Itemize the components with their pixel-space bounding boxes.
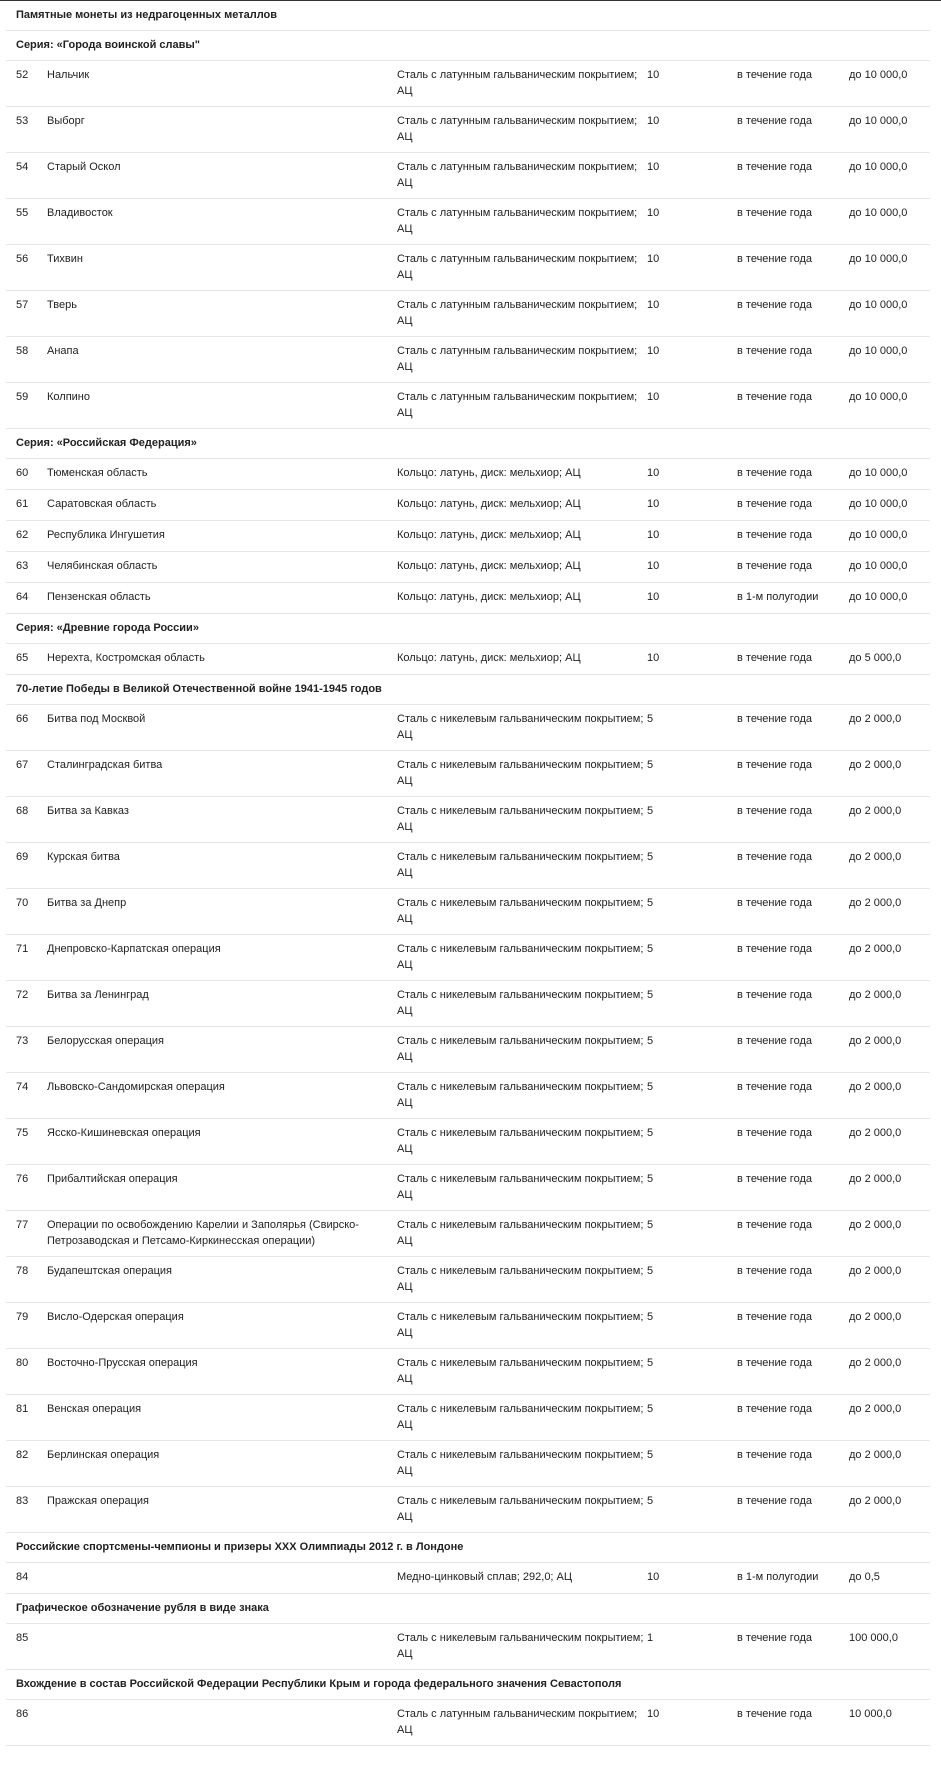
coin-number: 76 [6, 1165, 47, 1211]
coin-material: Сталь с никелевым гальваническим покрытием; АЦ [397, 1119, 647, 1165]
coin-name: Республика Ингушетия [47, 521, 397, 552]
coin-name: Анапа [47, 337, 397, 383]
coin-material: Сталь с никелевым гальваническим покрытием; АЦ [397, 843, 647, 889]
coin-number: 72 [6, 981, 47, 1027]
coin-row [6, 490, 930, 521]
coin-row [6, 521, 930, 552]
coin-mintage: до 10 000,0 [849, 552, 930, 583]
coin-mintage: до 10 000,0 [849, 490, 930, 521]
coin-mintage: до 2 000,0 [849, 1119, 930, 1165]
coin-material: Кольцо: латунь, диск: мельхиор; АЦ [397, 644, 647, 675]
coin-period: в течение года [737, 245, 849, 291]
coin-name: Белорусская операция [47, 1027, 397, 1073]
section-header-row [6, 1, 930, 31]
coin-denomination: 5 [647, 797, 737, 843]
coin-name: Сталинградская битва [47, 751, 397, 797]
coin-number: 56 [6, 245, 47, 291]
coin-mintage: до 2 000,0 [849, 1303, 930, 1349]
coin-material: Сталь с латунным гальваническим покрытием; АЦ [397, 61, 647, 107]
coin-denomination: 10 [647, 1700, 737, 1746]
coin-name: Операции по освобождению Карелии и Заполярья (Свирско-Петрозаводская и Петсамо-Киркинесская операции) [47, 1211, 397, 1257]
section-header-row [6, 1594, 930, 1624]
coin-denomination: 5 [647, 1119, 737, 1165]
coin-period: в течение года [737, 797, 849, 843]
coin-denomination: 5 [647, 1395, 737, 1441]
coin-mintage: до 2 000,0 [849, 1073, 930, 1119]
coin-material: Кольцо: латунь, диск: мельхиор; АЦ [397, 552, 647, 583]
coin-row [6, 797, 930, 843]
coin-denomination: 5 [647, 1487, 737, 1533]
coin-denomination: 1 [647, 1624, 737, 1670]
section-header-row [6, 675, 930, 705]
coin-material: Сталь с никелевым гальваническим покрытием; АЦ [397, 981, 647, 1027]
coin-denomination: 5 [647, 1073, 737, 1119]
coin-number: 66 [6, 705, 47, 751]
coin-number: 84 [6, 1563, 47, 1594]
coin-material: Сталь с никелевым гальваническим покрытием; АЦ [397, 797, 647, 843]
coin-material: Сталь с никелевым гальваническим покрытием; АЦ [397, 1395, 647, 1441]
coin-number: 80 [6, 1349, 47, 1395]
coin-number: 54 [6, 153, 47, 199]
coin-number: 81 [6, 1395, 47, 1441]
coin-material: Сталь с латунным гальваническим покрытием; АЦ [397, 245, 647, 291]
coin-row [6, 1349, 930, 1395]
coin-row [6, 1119, 930, 1165]
coin-mintage: до 2 000,0 [849, 1395, 930, 1441]
coin-number: 70 [6, 889, 47, 935]
coin-denomination: 10 [647, 583, 737, 614]
coin-number: 55 [6, 199, 47, 245]
coin-material: Сталь с никелевым гальваническим покрытием; АЦ [397, 935, 647, 981]
coin-mintage: до 5 000,0 [849, 644, 930, 675]
coin-mintage: до 2 000,0 [849, 1165, 930, 1211]
section-title: Серия: «Древние города России» [6, 614, 930, 644]
coin-row [6, 61, 930, 107]
coin-row [6, 1700, 930, 1746]
coin-denomination: 10 [647, 644, 737, 675]
coin-period: в течение года [737, 889, 849, 935]
coin-mintage: до 10 000,0 [849, 291, 930, 337]
section-title: 70-летие Победы в Великой Отечественной войне 1941-1945 годов [6, 675, 930, 705]
section-title: Российские спортсмены-чемпионы и призеры XXX Олимпиады 2012 г. в Лондоне [6, 1533, 930, 1563]
coin-period: в течение года [737, 552, 849, 583]
coin-material: Сталь с никелевым гальваническим покрытием; АЦ [397, 751, 647, 797]
coin-material: Кольцо: латунь, диск: мельхиор; АЦ [397, 583, 647, 614]
coin-mintage: до 10 000,0 [849, 199, 930, 245]
coin-number: 77 [6, 1211, 47, 1257]
coin-period: в течение года [737, 1073, 849, 1119]
coin-mintage: до 10 000,0 [849, 153, 930, 199]
coin-period: в течение года [737, 1349, 849, 1395]
coin-number: 69 [6, 843, 47, 889]
coin-denomination: 5 [647, 1257, 737, 1303]
coins-table [6, 1, 930, 1746]
coin-material: Кольцо: латунь, диск: мельхиор; АЦ [397, 490, 647, 521]
coin-name: Пражская операция [47, 1487, 397, 1533]
coin-material: Кольцо: латунь, диск: мельхиор; АЦ [397, 521, 647, 552]
coin-denomination: 10 [647, 153, 737, 199]
coin-mintage: 10 000,0 [849, 1700, 930, 1746]
coin-name: Львовско-Сандомирская операция [47, 1073, 397, 1119]
coin-material: Сталь с никелевым гальваническим покрытием; АЦ [397, 1624, 647, 1670]
coin-row [6, 383, 930, 429]
coin-name: Берлинская операция [47, 1441, 397, 1487]
coin-period: в течение года [737, 459, 849, 490]
coin-mintage: до 2 000,0 [849, 1257, 930, 1303]
section-header-row [6, 1533, 930, 1563]
coin-number: 75 [6, 1119, 47, 1165]
coin-denomination: 10 [647, 61, 737, 107]
coin-material: Сталь с никелевым гальваническим покрытием; АЦ [397, 1165, 647, 1211]
coin-mintage: до 10 000,0 [849, 583, 930, 614]
coin-number: 52 [6, 61, 47, 107]
coin-mintage: до 2 000,0 [849, 935, 930, 981]
coin-name: Тихвин [47, 245, 397, 291]
section-header-row [6, 1670, 930, 1700]
coin-row [6, 981, 930, 1027]
coin-name: Пензенская область [47, 583, 397, 614]
coin-period: в течение года [737, 644, 849, 675]
coin-name [47, 1700, 397, 1746]
coin-mintage: до 0,5 [849, 1563, 930, 1594]
section-title: Вхождение в состав Российской Федерации Республики Крым и города федерального значения Севастополя [6, 1670, 930, 1700]
coin-period: в течение года [737, 1395, 849, 1441]
coin-row [6, 1211, 930, 1257]
coin-denomination: 10 [647, 337, 737, 383]
coin-row [6, 291, 930, 337]
coin-row [6, 644, 930, 675]
coin-material: Сталь с латунным гальваническим покрытием; АЦ [397, 291, 647, 337]
coin-name: Восточно-Прусская операция [47, 1349, 397, 1395]
section-header-row [6, 429, 930, 459]
coin-name: Битва за Ленинград [47, 981, 397, 1027]
coin-period: в течение года [737, 843, 849, 889]
coin-period: в течение года [737, 981, 849, 1027]
coin-period: в течение года [737, 153, 849, 199]
coin-denomination: 5 [647, 751, 737, 797]
coin-row [6, 1624, 930, 1670]
coin-number: 79 [6, 1303, 47, 1349]
coin-number: 85 [6, 1624, 47, 1670]
coin-name: Битва за Днепр [47, 889, 397, 935]
coin-mintage: до 10 000,0 [849, 521, 930, 552]
coin-number: 73 [6, 1027, 47, 1073]
coin-row [6, 1395, 930, 1441]
coin-name [47, 1624, 397, 1670]
coin-material: Сталь с никелевым гальваническим покрытием; АЦ [397, 1211, 647, 1257]
coin-period: в течение года [737, 199, 849, 245]
coin-mintage: до 2 000,0 [849, 797, 930, 843]
coin-name [47, 1563, 397, 1594]
coin-name: Прибалтийская операция [47, 1165, 397, 1211]
coin-mintage: до 2 000,0 [849, 1487, 930, 1533]
coin-mintage: до 2 000,0 [849, 981, 930, 1027]
coin-period: в течение года [737, 935, 849, 981]
coin-mintage: до 10 000,0 [849, 383, 930, 429]
coin-mintage: до 10 000,0 [849, 245, 930, 291]
coin-material: Сталь с латунным гальваническим покрытием; АЦ [397, 1700, 647, 1746]
coin-denomination: 5 [647, 1027, 737, 1073]
coin-material: Сталь с латунным гальваническим покрытием; АЦ [397, 199, 647, 245]
coin-material: Медно-цинковый сплав; 292,0; АЦ [397, 1563, 647, 1594]
coin-mintage: до 2 000,0 [849, 1211, 930, 1257]
section-header-row [6, 614, 930, 644]
section-title: Графическое обозначение рубля в виде знака [6, 1594, 930, 1624]
coin-period: в течение года [737, 1700, 849, 1746]
coin-row [6, 1441, 930, 1487]
coin-period: в течение года [737, 1257, 849, 1303]
coin-period: в течение года [737, 291, 849, 337]
coin-period: в течение года [737, 383, 849, 429]
coin-row [6, 459, 930, 490]
coin-material: Сталь с никелевым гальваническим покрытием; АЦ [397, 889, 647, 935]
coin-mintage: до 2 000,0 [849, 1441, 930, 1487]
coin-number: 58 [6, 337, 47, 383]
section-title: Серия: «Города воинской славы" [6, 31, 930, 61]
coin-row [6, 1027, 930, 1073]
coin-number: 86 [6, 1700, 47, 1746]
coin-denomination: 10 [647, 291, 737, 337]
coin-name: Венская операция [47, 1395, 397, 1441]
coin-material: Сталь с никелевым гальваническим покрытием; АЦ [397, 1027, 647, 1073]
coin-mintage: 100 000,0 [849, 1624, 930, 1670]
coin-denomination: 10 [647, 383, 737, 429]
coin-period: в течение года [737, 1487, 849, 1533]
coin-period: в течение года [737, 1441, 849, 1487]
coin-material: Сталь с латунным гальваническим покрытием; АЦ [397, 107, 647, 153]
coin-mintage: до 2 000,0 [849, 889, 930, 935]
coin-denomination: 5 [647, 1349, 737, 1395]
coin-denomination: 10 [647, 199, 737, 245]
coin-period: в течение года [737, 705, 849, 751]
coin-row [6, 245, 930, 291]
coin-number: 62 [6, 521, 47, 552]
coin-denomination: 5 [647, 1441, 737, 1487]
coin-period: в течение года [737, 751, 849, 797]
coin-name: Ясско-Кишиневская операция [47, 1119, 397, 1165]
coin-number: 63 [6, 552, 47, 583]
section-title: Памятные монеты из недрагоценных металлов [6, 1, 930, 31]
coin-denomination: 10 [647, 1563, 737, 1594]
coin-denomination: 5 [647, 1165, 737, 1211]
coin-period: в течение года [737, 1624, 849, 1670]
coin-row [6, 1165, 930, 1211]
coin-denomination: 5 [647, 705, 737, 751]
coin-denomination: 5 [647, 889, 737, 935]
coin-row [6, 1563, 930, 1594]
coin-denomination: 5 [647, 1211, 737, 1257]
coin-mintage: до 2 000,0 [849, 1027, 930, 1073]
coin-name: Тюменская область [47, 459, 397, 490]
coin-row [6, 583, 930, 614]
coin-denomination: 5 [647, 1303, 737, 1349]
coin-name: Тверь [47, 291, 397, 337]
coin-denomination: 10 [647, 490, 737, 521]
coin-number: 65 [6, 644, 47, 675]
coin-number: 60 [6, 459, 47, 490]
coin-material: Кольцо: латунь, диск: мельхиор; АЦ [397, 459, 647, 490]
coin-row [6, 889, 930, 935]
coin-row [6, 935, 930, 981]
coin-name: Саратовская область [47, 490, 397, 521]
coin-denomination: 5 [647, 981, 737, 1027]
coin-row [6, 552, 930, 583]
section-title: Серия: «Российская Федерация» [6, 429, 930, 459]
coin-name: Челябинская область [47, 552, 397, 583]
coin-mintage: до 10 000,0 [849, 61, 930, 107]
coin-mintage: до 2 000,0 [849, 705, 930, 751]
coin-number: 67 [6, 751, 47, 797]
coin-row [6, 107, 930, 153]
coin-row [6, 1073, 930, 1119]
coin-period: в 1-м полугодии [737, 1563, 849, 1594]
coin-period: в течение года [737, 107, 849, 153]
coin-mintage: до 2 000,0 [849, 751, 930, 797]
coin-material: Сталь с латунным гальваническим покрытием; АЦ [397, 337, 647, 383]
coin-mintage: до 10 000,0 [849, 107, 930, 153]
coin-number: 53 [6, 107, 47, 153]
coin-row [6, 199, 930, 245]
coin-name: Битва за Кавказ [47, 797, 397, 843]
coin-material: Сталь с никелевым гальваническим покрытием; АЦ [397, 1349, 647, 1395]
coin-row [6, 1257, 930, 1303]
coin-number: 71 [6, 935, 47, 981]
coin-number: 83 [6, 1487, 47, 1533]
coin-name: Выборг [47, 107, 397, 153]
coin-material: Сталь с никелевым гальваническим покрытием; АЦ [397, 1487, 647, 1533]
coin-material: Сталь с никелевым гальваническим покрытием; АЦ [397, 1303, 647, 1349]
coin-mintage: до 2 000,0 [849, 843, 930, 889]
coin-material: Сталь с латунным гальваническим покрытием; АЦ [397, 153, 647, 199]
coin-name: Висло-Одерская операция [47, 1303, 397, 1349]
coin-period: в течение года [737, 521, 849, 552]
coin-row [6, 153, 930, 199]
coin-row [6, 751, 930, 797]
coin-period: в течение года [737, 1211, 849, 1257]
coin-denomination: 10 [647, 552, 737, 583]
coin-row [6, 1487, 930, 1533]
coin-material: Сталь с никелевым гальваническим покрытием; АЦ [397, 705, 647, 751]
coin-period: в течение года [737, 1027, 849, 1073]
coin-name: Будапештская операция [47, 1257, 397, 1303]
coin-row [6, 705, 930, 751]
coin-denomination: 10 [647, 459, 737, 490]
coin-name: Днепровско-Карпатская операция [47, 935, 397, 981]
coin-mintage: до 2 000,0 [849, 1349, 930, 1395]
coin-name: Нерехта, Костромская область [47, 644, 397, 675]
coin-period: в течение года [737, 1303, 849, 1349]
coin-denomination: 10 [647, 245, 737, 291]
coin-material: Сталь с никелевым гальваническим покрытием; АЦ [397, 1073, 647, 1119]
coin-mintage: до 10 000,0 [849, 459, 930, 490]
coin-period: в течение года [737, 490, 849, 521]
coin-period: в 1-м полугодии [737, 583, 849, 614]
coin-period: в течение года [737, 1119, 849, 1165]
coin-number: 74 [6, 1073, 47, 1119]
coin-row [6, 337, 930, 383]
coin-material: Сталь с никелевым гальваническим покрытием; АЦ [397, 1257, 647, 1303]
coin-denomination: 10 [647, 107, 737, 153]
coins-table-body [6, 1, 930, 1746]
coin-denomination: 10 [647, 521, 737, 552]
coin-period: в течение года [737, 61, 849, 107]
section-header-row [6, 31, 930, 61]
coin-number: 78 [6, 1257, 47, 1303]
coin-mintage: до 10 000,0 [849, 337, 930, 383]
coin-name: Нальчик [47, 61, 397, 107]
coin-name: Владивосток [47, 199, 397, 245]
coin-period: в течение года [737, 337, 849, 383]
coin-number: 61 [6, 490, 47, 521]
coin-number: 82 [6, 1441, 47, 1487]
coin-period: в течение года [737, 1165, 849, 1211]
coin-row [6, 1303, 930, 1349]
coin-name: Битва под Москвой [47, 705, 397, 751]
coin-name: Колпино [47, 383, 397, 429]
coin-row [6, 843, 930, 889]
coin-material: Сталь с латунным гальваническим покрытием; АЦ [397, 383, 647, 429]
coin-denomination: 5 [647, 843, 737, 889]
coin-name: Старый Оскол [47, 153, 397, 199]
coin-number: 64 [6, 583, 47, 614]
coin-name: Курская битва [47, 843, 397, 889]
coin-number: 59 [6, 383, 47, 429]
coin-number: 57 [6, 291, 47, 337]
coin-material: Сталь с никелевым гальваническим покрытием; АЦ [397, 1441, 647, 1487]
coin-denomination: 5 [647, 935, 737, 981]
coin-number: 68 [6, 797, 47, 843]
